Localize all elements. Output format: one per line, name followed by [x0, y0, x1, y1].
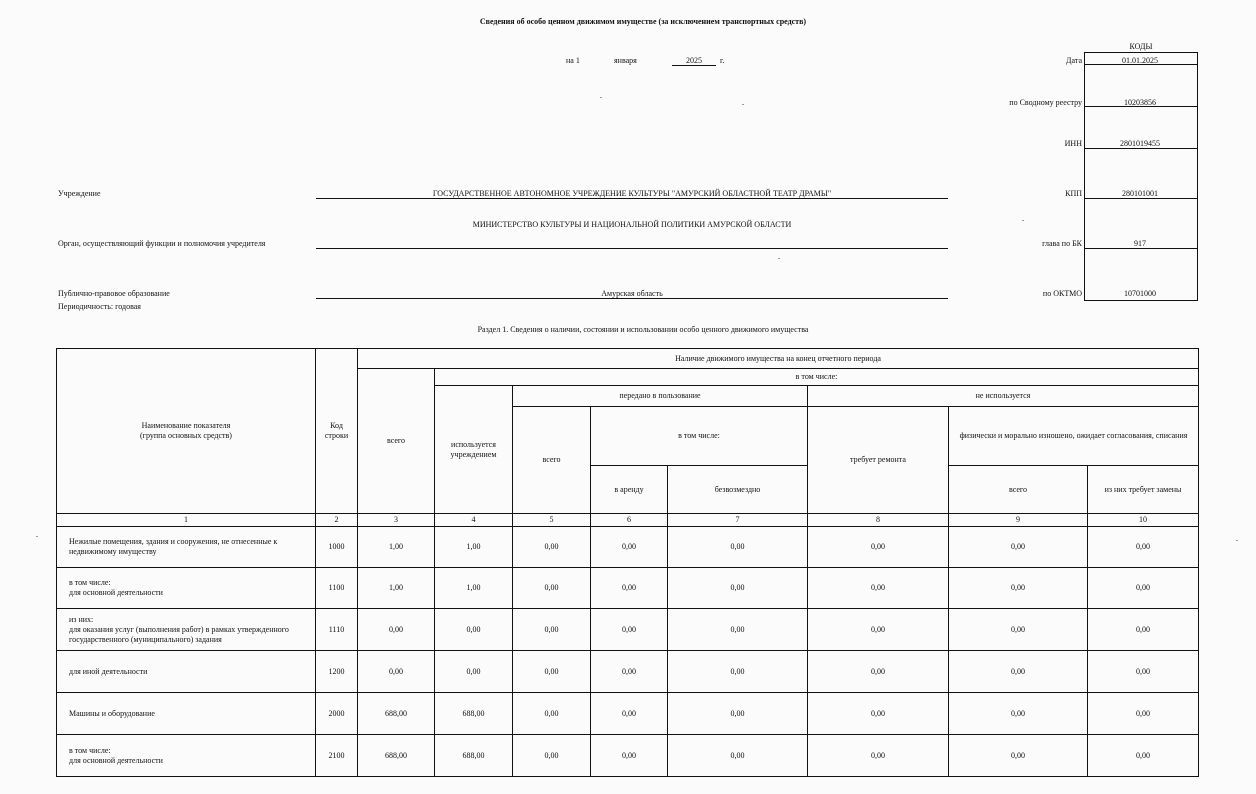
date-suffix: г. — [720, 56, 725, 65]
cell-value: 0,00 — [668, 735, 808, 777]
underline — [316, 198, 948, 199]
cell-value: 0,00 — [1088, 651, 1199, 693]
ppo-label: Публично-правовое образование — [58, 289, 170, 298]
header-rent: в аренду — [591, 466, 668, 514]
cell-value: 0,00 — [668, 609, 808, 651]
cell-value: 0,00 — [513, 735, 591, 777]
ppo-value: Амурская область — [601, 289, 663, 298]
code-label-kpp: КПП — [1065, 189, 1082, 198]
cell-value: 1,00 — [358, 527, 435, 568]
column-number: 7 — [668, 514, 808, 527]
header-including: в том числе: — [435, 369, 1199, 386]
row-code: 1000 — [316, 527, 358, 568]
property-table — [56, 348, 1199, 777]
cell-value: 0,00 — [949, 693, 1088, 735]
table-row — [57, 651, 1199, 693]
code-label-bk: глава по БК — [1042, 239, 1082, 248]
cell-value: 0,00 — [513, 651, 591, 693]
scan-speck — [600, 97, 602, 98]
cell-value: 0,00 — [668, 651, 808, 693]
header-name: Наименование показателя (группа основных средств) — [57, 349, 316, 514]
column-number: 4 — [435, 514, 513, 527]
header-transferred-total: всего — [513, 407, 591, 514]
table-row — [57, 693, 1199, 735]
code-value-bk: 917 — [1134, 239, 1146, 248]
cell-value: 0,00 — [1088, 527, 1199, 568]
periodicity: Периодичность: годовая — [58, 302, 141, 311]
cell-value: 0,00 — [1088, 568, 1199, 609]
cell-value: 0,00 — [513, 527, 591, 568]
codes-box — [1084, 52, 1198, 301]
cell-value: 0,00 — [591, 693, 668, 735]
code-label-oktmo: по ОКТМО — [1042, 289, 1082, 298]
underline — [316, 248, 948, 249]
code-divider — [1084, 148, 1198, 149]
code-value-registry: 10203856 — [1124, 98, 1156, 107]
founder-label: Орган, осуществляющий функции и полномочия учредителя — [58, 239, 266, 248]
header-total: всего — [358, 369, 435, 514]
column-number: 1 — [57, 514, 316, 527]
cell-value: 688,00 — [358, 735, 435, 777]
cell-value: 0,00 — [949, 651, 1088, 693]
table-row — [57, 609, 1199, 651]
date-month: января — [614, 56, 637, 65]
table-row — [57, 735, 1199, 777]
header-used: используется учреждением — [435, 386, 513, 514]
cell-value: 0,00 — [949, 735, 1088, 777]
cell-value: 0,00 — [668, 693, 808, 735]
header-transferred: передано в пользование — [513, 386, 808, 407]
header-worn-total: всего — [949, 466, 1088, 514]
code-divider — [1084, 248, 1198, 249]
header-presence: Наличие движимого имущества на конец отчетного периода — [358, 349, 1199, 369]
underline — [316, 298, 948, 299]
table-row — [57, 527, 1199, 568]
column-number: 6 — [591, 514, 668, 527]
scan-speck — [1022, 220, 1024, 221]
header-unused: не используется — [808, 386, 1199, 407]
cell-value: 0,00 — [808, 527, 949, 568]
scan-speck — [778, 258, 780, 259]
cell-value: 0,00 — [435, 651, 513, 693]
cell-value: 0,00 — [591, 527, 668, 568]
cell-value: 1,00 — [435, 568, 513, 609]
cell-value: 0,00 — [949, 609, 1088, 651]
cell-value: 0,00 — [358, 651, 435, 693]
row-code: 1100 — [316, 568, 358, 609]
cell-value: 0,00 — [591, 609, 668, 651]
header-repair: требует ремонта — [808, 407, 949, 514]
row-code: 2100 — [316, 735, 358, 777]
cell-value: 0,00 — [808, 735, 949, 777]
column-number: 2 — [316, 514, 358, 527]
cell-value: 0,00 — [949, 568, 1088, 609]
section-title: Раздел 1. Сведения о наличии, состоянии и использовании особо ценного движимого имущества — [477, 325, 809, 334]
row-code: 1110 — [316, 609, 358, 651]
cell-value: 1,00 — [435, 527, 513, 568]
institution-value: ГОСУДАРСТВЕННОЕ АВТОНОМНОЕ УЧРЕЖДЕНИЕ КУЛЬТУРЫ "АМУРСКИЙ ОБЛАСТНОЙ ТЕАТР ДРАМЫ" — [432, 189, 832, 198]
header-transferred-including: в том числе: — [591, 407, 808, 466]
row-code: 2000 — [316, 693, 358, 735]
scan-speck — [36, 536, 38, 537]
row-name: из них: для оказания услуг (выполнения работ) в рамках утвержденного государственного (муниципального) задания — [57, 609, 316, 651]
cell-value: 0,00 — [668, 568, 808, 609]
code-value-kpp: 280101001 — [1122, 189, 1158, 198]
column-number: 9 — [949, 514, 1088, 527]
date-prefix: на 1 — [566, 56, 580, 65]
code-label-date: Дата — [1066, 56, 1082, 65]
cell-value: 0,00 — [513, 568, 591, 609]
cell-value: 0,00 — [591, 735, 668, 777]
cell-value: 0,00 — [808, 693, 949, 735]
cell-value: 0,00 — [435, 609, 513, 651]
code-label-registry: по Сводному реестру — [1009, 98, 1082, 107]
code-divider — [1084, 198, 1198, 199]
cell-value: 0,00 — [808, 651, 949, 693]
cell-value: 688,00 — [435, 693, 513, 735]
code-label-inn: ИНН — [1064, 139, 1082, 148]
cell-value: 0,00 — [1088, 609, 1199, 651]
header-worn: физически и морально изношено, ожидает согласования, списания — [949, 407, 1199, 466]
cell-value: 0,00 — [513, 693, 591, 735]
header-code: Код строки — [316, 349, 358, 514]
cell-value: 0,00 — [591, 568, 668, 609]
cell-value: 1,00 — [358, 568, 435, 609]
header-free: безвозмездно — [668, 466, 808, 514]
cell-value: 0,00 — [668, 527, 808, 568]
cell-value: 0,00 — [358, 609, 435, 651]
column-number: 10 — [1088, 514, 1199, 527]
row-name: Машины и оборудование — [57, 693, 316, 735]
row-code: 1200 — [316, 651, 358, 693]
column-number: 8 — [808, 514, 949, 527]
row-name: Нежилые помещения, здания и сооружения, не отнесенные к недвижимому имуществу — [57, 527, 316, 568]
code-divider — [1084, 64, 1198, 65]
cell-value: 0,00 — [1088, 693, 1199, 735]
cell-value: 0,00 — [808, 609, 949, 651]
code-value-date: 01.01.2025 — [1122, 56, 1158, 65]
scan-speck — [742, 104, 744, 105]
row-name: в том числе: для основной деятельности — [57, 568, 316, 609]
scan-speck — [1236, 540, 1238, 541]
document-title: Сведения об особо ценном движимом имуществе (за исключением транспортных средств) — [479, 17, 807, 26]
code-divider — [1084, 106, 1198, 107]
date-year: 2025 — [672, 56, 716, 66]
cell-value: 0,00 — [808, 568, 949, 609]
cell-value: 688,00 — [435, 735, 513, 777]
header-replace: из них требует замены — [1088, 466, 1199, 514]
row-name: в том числе: для основной деятельности — [57, 735, 316, 777]
institution-label: Учреждение — [58, 189, 101, 198]
cell-value: 0,00 — [949, 527, 1088, 568]
row-name: для иной деятельности — [57, 651, 316, 693]
codes-header: КОДЫ — [1129, 42, 1153, 51]
cell-value: 0,00 — [1088, 735, 1199, 777]
cell-value: 0,00 — [513, 609, 591, 651]
table-row — [57, 568, 1199, 609]
code-value-inn: 2801019455 — [1120, 139, 1160, 148]
column-number: 5 — [513, 514, 591, 527]
column-number: 3 — [358, 514, 435, 527]
founder-value: МИНИСТЕРСТВО КУЛЬТУРЫ И НАЦИОНАЛЬНОЙ ПОЛИТИКИ АМУРСКОЙ ОБЛАСТИ — [472, 220, 792, 229]
cell-value: 0,00 — [591, 651, 668, 693]
cell-value: 688,00 — [358, 693, 435, 735]
code-value-oktmo: 10701000 — [1124, 289, 1156, 298]
